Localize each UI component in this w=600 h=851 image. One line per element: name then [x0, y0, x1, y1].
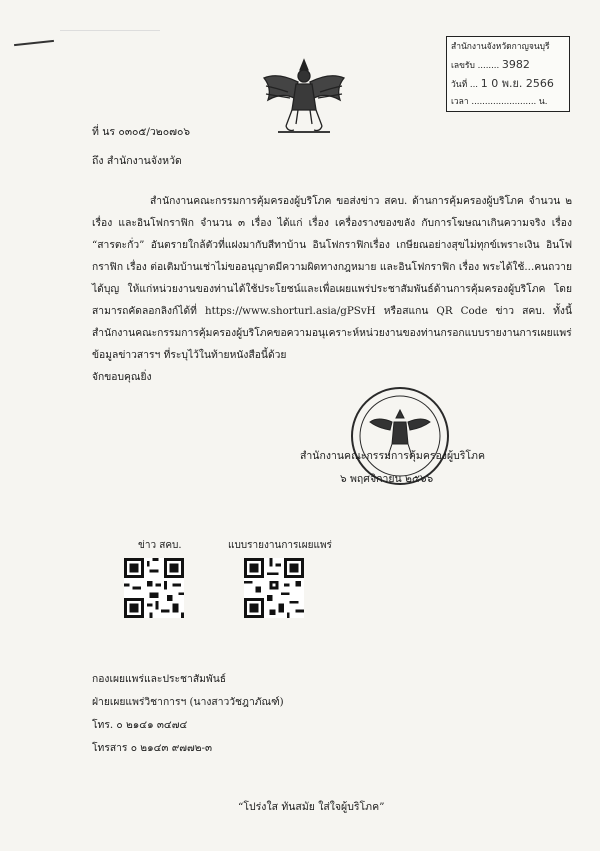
garuda-emblem-icon [258, 52, 350, 140]
footer-division: กองเผยแพร่และประชาสัมพันธ์ [92, 673, 227, 685]
qr-news-label: ข่าว สคบ. [138, 540, 182, 551]
body-paragraph: สำนักงานคณะกรรมการคุ้มครองผู้บริโภค ขอส่งข่าว สคบ. ด้านการคุ้มครองผู้บริโภค จำนวน ๒ เรื่อง และอินโฟกราฟิก จำนวน ๓ เรื่อง ได้แก่ เรื่อง เครื่องรางของขลัง กับการโฆษณาเกินความจริง เรื่อง “สารตะกั่ว” อันตรายใกล้ตัวที่แฝงมากับสีทาบ้าน อินโฟกราฟิกเรื่อง เกษียณอย่างสุขไม่ทุกข์เพราะเงิน อินโฟกราฟิก เรื่อง ต่อเติมบ้านเช่าไม่ขออนุญาตมีความผิดทางกฎหมาย และอินโฟกราฟิก เรื่อง พระได้ใช้...คนถวายได้บุญ ให้แก่หน่วยงานของท่านได้ใช้ประโยชน์และเพื่อเผยแพร่ประชาสัมพันธ์ด้านการคุ้มครองผู้บริโภค โดยสามารถคัดลอกลิงก์ได้ที่ https://www.shorturl.asia/gPSvH หรือสแกน QR Code ข่าว สคบ. ทั้งนี้ สำนักงานคณะกรรมการคุ้มครองผู้บริโภคขอความอนุเคราะห์หน่วยงานของท่านกรอกแบบรายงานการเผยแพร่ข้อมูลข่าวสารฯ ที่ระบุไว้ในท้ายหนังสือนี้ด้วย [92, 195, 572, 361]
footer-fax: โทรสาร ๐ ๒๑๔๓ ๙๗๗๒-๓ [92, 742, 213, 754]
letter-body [92, 190, 572, 388]
recipient-line: ถึง สำนักงานจังหวัด [92, 155, 182, 167]
signer-block [300, 447, 485, 487]
handwritten-mark [14, 40, 54, 46]
stamp-date-label: วันที่ [451, 80, 468, 90]
stamp-time-value: น. [538, 97, 548, 107]
footer-section: ฝ่ายเผยแพร่วิชาการฯ (นางสาววัชฎาภัณฑ์) [92, 696, 284, 708]
signer-agency: สำนักงานคณะกรรมการคุ้มครองผู้บริโภค [300, 450, 485, 462]
footer-tel: โทร. ๐ ๒๑๔๑ ๓๔๗๔ [92, 719, 188, 731]
qr-code-news-icon [124, 558, 184, 618]
stamp-date-value: 1 0 พ.ย. 2566 [480, 77, 554, 90]
stamp-time-label: เวลา [451, 97, 469, 107]
sign-date: ๖ พฤศจิกายน ๒๕๖๖ [340, 473, 434, 485]
closing-line: จักขอบคุณยิ่ง [92, 371, 152, 383]
bleed-through-marks [60, 30, 160, 101]
stamp-receipt-label: เลขรับ [451, 61, 475, 71]
qr-code-report-icon [244, 558, 304, 618]
receipt-stamp: สำนักงานจังหวัดกาญจนบุรี เลขรับ ........ 3982 วันที่ ... 1 0 พ.ย. 2566 เวลา ........................ น. [446, 36, 570, 112]
stamp-receipt-no: 3982 [501, 58, 530, 71]
document-number: ที่ นร ๐๓๐๕/ว๒๐๗๐๖ [92, 126, 191, 138]
stamp-office: สำนักงานจังหวัดกาญจนบุรี [451, 42, 550, 52]
footer-slogan: “โปร่งใส ทันสมัย ใส่ใจผู้บริโภค” [238, 801, 385, 813]
qr-report-label: แบบรายงานการเผยแพร่ [228, 540, 332, 551]
